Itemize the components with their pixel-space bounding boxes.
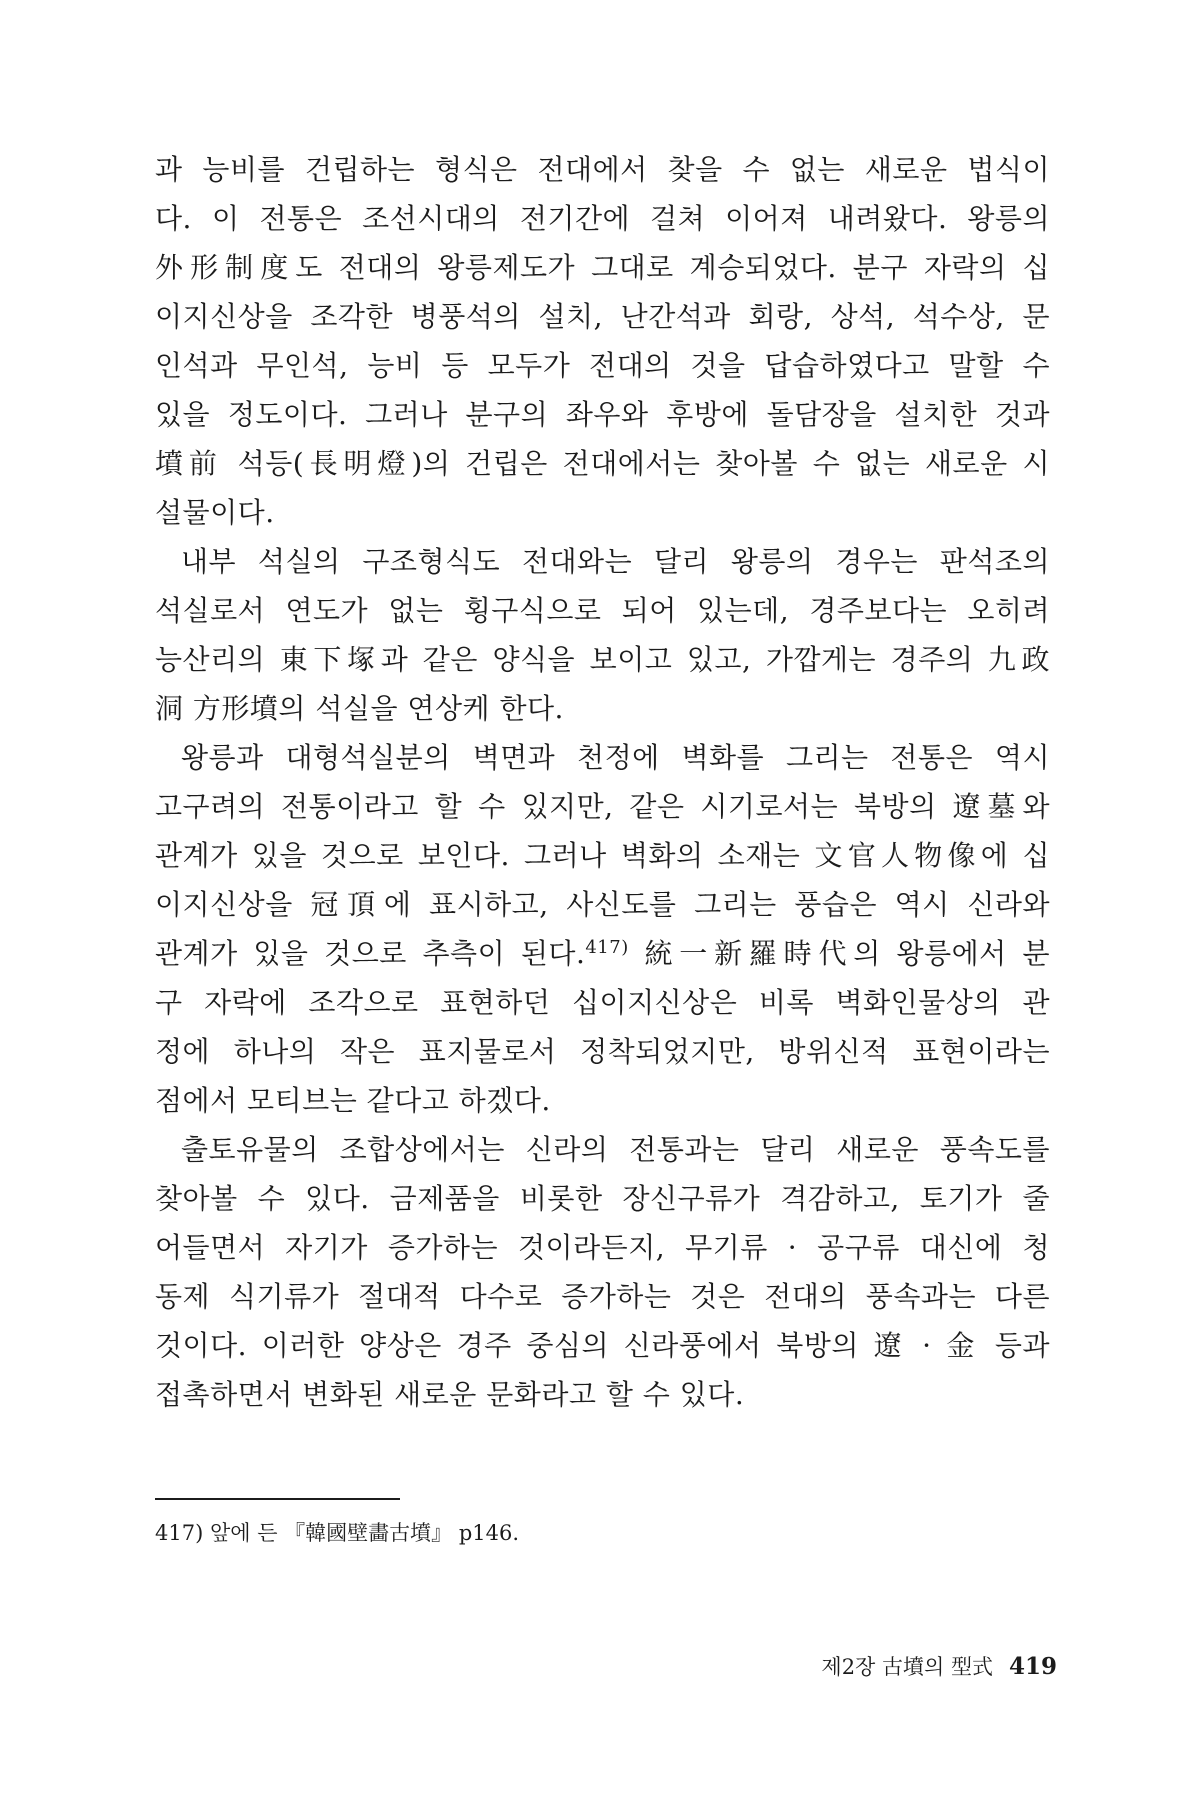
text-line: 출토유물의 조합상에서는 신라의 전통과는 달리 새로운 풍속도를 xyxy=(181,1133,1050,1166)
text-line: 이지신상을 冠頂에 표시하고, 사신도를 그리는 풍습은 역시 신라와 xyxy=(155,888,1050,921)
page-footer xyxy=(821,1652,1057,1682)
text-line: 석실로서 연도가 없는 횡구식으로 되어 있는데, 경주보다는 오히려 xyxy=(155,594,1050,627)
text-line: 고구려의 전통이라고 할 수 있지만, 같은 시기로서는 북방의 遼墓와 xyxy=(155,790,1050,823)
page-number: 419 xyxy=(1008,1653,1057,1680)
footnote: 417) 앞에 든 『韓國壁畵古墳』 p146. xyxy=(155,1521,520,1545)
text-line: 설물이다. xyxy=(155,496,275,529)
text-line: 과 능비를 건립하는 형식은 전대에서 찾을 수 없는 새로운 법식이 xyxy=(155,153,1050,186)
text-line: 점에서 모티브는 같다고 하겠다. xyxy=(155,1084,551,1117)
text-line: 인석과 무인석, 능비 등 모두가 전대의 것을 답습하였다고 말할 수 xyxy=(155,349,1050,382)
text-fragment: 관계가 있을 것으로 추측이 된다. xyxy=(155,937,586,970)
text-line: 洞 方形墳의 석실을 연상케 한다. xyxy=(155,692,564,725)
text-line: 墳前 석등(長明燈)의 건립은 전대에서는 찾아볼 수 없는 새로운 시 xyxy=(155,447,1050,480)
text-line-with-footnote xyxy=(155,929,1050,978)
footnote-divider xyxy=(155,1498,400,1500)
text-line: 外形制度도 전대의 왕릉제도가 그대로 계승되었다. 분구 자락의 십 xyxy=(155,251,1050,284)
text-fragment: 統一新羅時代의 왕릉에서 분 xyxy=(628,937,1050,970)
text-line: 이지신상을 조각한 병풍석의 설치, 난간석과 회랑, 상석, 석수상, 문 xyxy=(155,300,1050,333)
text-line: 구 자락에 조각으로 표현하던 십이지신상은 비록 벽화인물상의 관 xyxy=(155,986,1050,1019)
text-line: 정에 하나의 작은 표지물로서 정착되었지만, 방위신적 표현이라는 xyxy=(155,1035,1050,1068)
text-line: 접촉하면서 변화된 새로운 문화라고 할 수 있다. xyxy=(155,1378,745,1411)
text-line: 것이다. 이러한 양상은 경주 중심의 신라풍에서 북방의 遼 · 金 등과 xyxy=(155,1329,1050,1362)
running-footer-chapter: 제2장 古墳의 型式 xyxy=(821,1655,993,1679)
text-line: 왕릉과 대형석실분의 벽면과 천정에 벽화를 그리는 전통은 역시 xyxy=(181,741,1050,774)
text-line: 관계가 있을 것으로 보인다. 그러나 벽화의 소재는 文官人物像에 십 xyxy=(155,839,1050,872)
text-line: 있을 정도이다. 그러나 분구의 좌우와 후방에 돌담장을 설치한 것과 xyxy=(155,398,1050,431)
footnote-marker[interactable]: 417) xyxy=(585,937,629,958)
text-line: 어들면서 자기가 증가하는 것이라든지, 무기류 · 공구류 대신에 청 xyxy=(155,1231,1050,1264)
text-line: 동제 식기류가 절대적 다수로 증가하는 것은 전대의 풍속과는 다른 xyxy=(155,1280,1050,1313)
text-line: 다. 이 전통은 조선시대의 전기간에 걸쳐 이어져 내려왔다. 왕릉의 xyxy=(155,202,1050,235)
body-text xyxy=(155,145,1050,1419)
text-line: 찾아볼 수 있다. 금제품을 비롯한 장신구류가 격감하고, 토기가 줄 xyxy=(155,1182,1050,1215)
text-line: 내부 석실의 구조형식도 전대와는 달리 왕릉의 경우는 판석조의 xyxy=(181,545,1050,578)
text-line: 능산리의 東下塚과 같은 양식을 보이고 있고, 가깝게는 경주의 九政 xyxy=(155,643,1050,676)
